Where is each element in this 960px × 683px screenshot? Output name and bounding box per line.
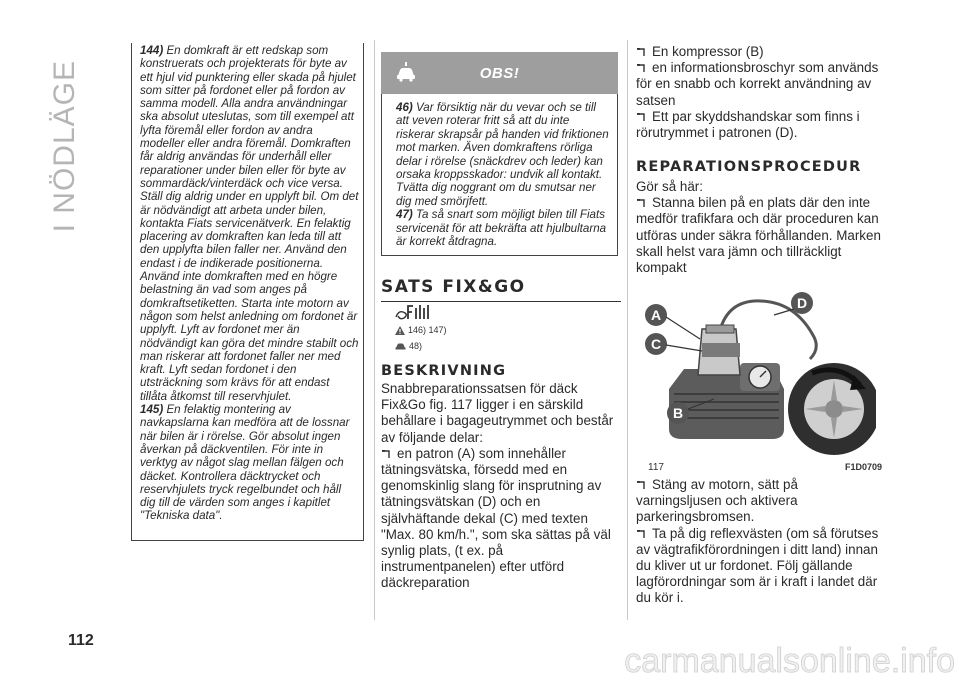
warning-triangle-icon	[395, 326, 405, 335]
warning-item-number: 145)	[140, 403, 164, 417]
compressor-drawing	[669, 325, 784, 439]
section-subtitle-procedure: REPARATIONSPROCEDUR	[636, 159, 862, 175]
bullet-icon	[636, 529, 647, 539]
obs-item-text: Var försiktig när du vevar och se till att veven roterar fritt så att du inte riskerar skrapsår på handen vid friktionen mot marken. Även domkraftens rörliga delar i rörelse (snäckdrev och leder) kan orsaka kroppsskador: undvik all kontakt. Tvätta dig noggrant om du smutsar ner dig med smörjfett.	[396, 101, 609, 208]
chapter-side-title: I NÖDLÄGE	[48, 60, 81, 233]
label-c-text: C	[650, 336, 662, 352]
obs-item-text: Ta så snart som möjligt bilen till Fiats servicenät för att bekräfta att hjulbultarna är korrekt åtdragna.	[396, 208, 607, 249]
figure-code: F1D0709	[845, 462, 883, 472]
procedure-intro	[636, 179, 886, 276]
warning-item-number: 144)	[140, 44, 164, 57]
bullet-icon	[636, 47, 647, 57]
intro-paragraph: Snabbreparationssatsen för däck Fix&Go fig. 117 ligger i en särskild behållare i bagageutrymmet och består av följande delar:	[381, 381, 614, 445]
list-item	[636, 109, 886, 141]
label-a-text: A	[650, 307, 662, 323]
column-divider-2	[627, 40, 628, 620]
obs-item	[396, 101, 611, 208]
label-c	[645, 333, 702, 355]
bullet-icon	[381, 449, 392, 459]
warning-item	[140, 44, 359, 403]
section-title-sats: SATS FIX&GO	[381, 277, 621, 302]
warning-item-text: En domkraft är ett redskap som konstruerats och projekterats för byte av ett hjul vid punktering eller skada på hjulet som sitter på fordonet eller på fordon av samma modell. Alla andra användningar ska absolut uteslutas, som till exempel att lyfta föremål eller fordon av andra modeller eller andra föremål. Domkraften får aldrig användas för underhåll eller reparationer under bilen eller för byte av sommardäck/vinterdäck och vice versa. Ställ dig aldrig under en upplyft bil. Om det är nödvändigt att arbeta under bilen, kontakta Fiats servicenätverk. En felaktig placering av domkraften kan leda till att den upplyfta bilen faller ner. Använd den endast i de indikerade positionerna. Använd inte domkraften med en högre belastning än vad som anges på domkraftsetiketten. Starta inte motorn av någon som helst anledning om fordonet är upplyft. Lyft av fordonet mer än nödvändigt kan göra det mindre stabilt och man riskerar att fordonet faller ner med kraft. Lyft sedan fordonet i den utsträckning som krävs för att endast tillåta åtkomst till reservhjulet.	[140, 44, 359, 403]
obs-title: OBS!	[479, 65, 520, 82]
list-item	[636, 60, 886, 109]
warning-refs: 146) 147)	[408, 325, 447, 335]
list-item-text: Ett par skyddshandskar som finns i rörutrymmet i patronen (D).	[636, 108, 860, 141]
obs-box	[381, 94, 618, 256]
label-d-text: D	[796, 295, 808, 311]
section-subtitle-beskrivning: BESKRIVNING	[381, 363, 507, 379]
list-item-text: Stäng av motorn, sätt på varningsljusen och aktivera parkeringsbromsen.	[636, 477, 798, 525]
list-item	[381, 446, 621, 592]
watermark-text: carmanualsonline.info	[624, 642, 955, 680]
list-item-text: en patron (A) som innehåller tätningsvätska, försedd med en genomskinlig slang för insprutning av tätningsvätskan (D) och en självhäftande dekal (C) med texten "Max. 80 km/h.", som ska sättas på väl synlig plats, (t ex. på instrumentpanelen) efter utförd däckreparation	[381, 445, 611, 591]
fix-and-go-logo-icon	[395, 303, 433, 321]
list-item	[636, 44, 886, 60]
page-number: 112	[68, 632, 94, 649]
bullet-icon	[636, 112, 647, 122]
list-item	[636, 477, 886, 526]
bullet-icon	[636, 198, 647, 208]
list-item-text: en informationsbroschyr som används för en snabb och korrekt användning av satsen	[636, 60, 879, 108]
obs-refs-row	[395, 341, 422, 351]
warning-refs-row	[395, 325, 447, 335]
procedure-lead: Gör så här:	[636, 179, 703, 194]
warning-item	[140, 403, 359, 523]
beskrivning-text	[381, 381, 621, 592]
list-item-text: Ta på dig reflexvästen (om så förutses av vägtrafikförordningen i ditt land) innan du kliver ut ur fordonet. Följ gällande lagförordningar som är i kraft i landet där du kör i.	[636, 525, 879, 606]
tire-drawing	[788, 363, 876, 455]
component-list	[636, 44, 886, 141]
procedure-steps	[636, 477, 886, 607]
list-item-text: En kompressor (B)	[652, 44, 764, 59]
warning-box	[131, 43, 364, 541]
list-item-text: Stanna bilen på en plats där den inte medför trafikfara och där proceduren kan utföras under säkra förhållanden. Marken skall helst vara jämn och tillräckligt kompakt	[636, 195, 881, 276]
obs-item-number: 46)	[396, 101, 413, 114]
car-caution-icon	[395, 342, 406, 351]
list-item	[636, 526, 886, 607]
watermark	[0, 636, 960, 683]
figure-number: 117	[648, 462, 664, 473]
warning-item-text: En felaktig montering av navkapslarna kan medföra att de lossnar när bilen är i rörelse. Gör absolut ingen åverkan på däckventilen. För inte in verktyg av något slag mellan fälgen och däcket. Kontrollera däcktrycket och reservhjulets tryck regelbundet och håll dig till de värden som anges i kapitlet "Tekniska data".	[140, 403, 350, 523]
obs-item-number: 47)	[396, 208, 413, 222]
bullet-icon	[636, 480, 647, 490]
obs-item	[396, 208, 611, 248]
bullet-icon	[636, 63, 647, 73]
obs-header	[381, 52, 618, 94]
list-item	[636, 195, 886, 276]
label-b-text: B	[672, 405, 684, 421]
obs-refs: 48)	[409, 341, 423, 351]
column-divider-1	[374, 40, 375, 620]
fix-and-go-kit-illustration	[644, 289, 876, 462]
